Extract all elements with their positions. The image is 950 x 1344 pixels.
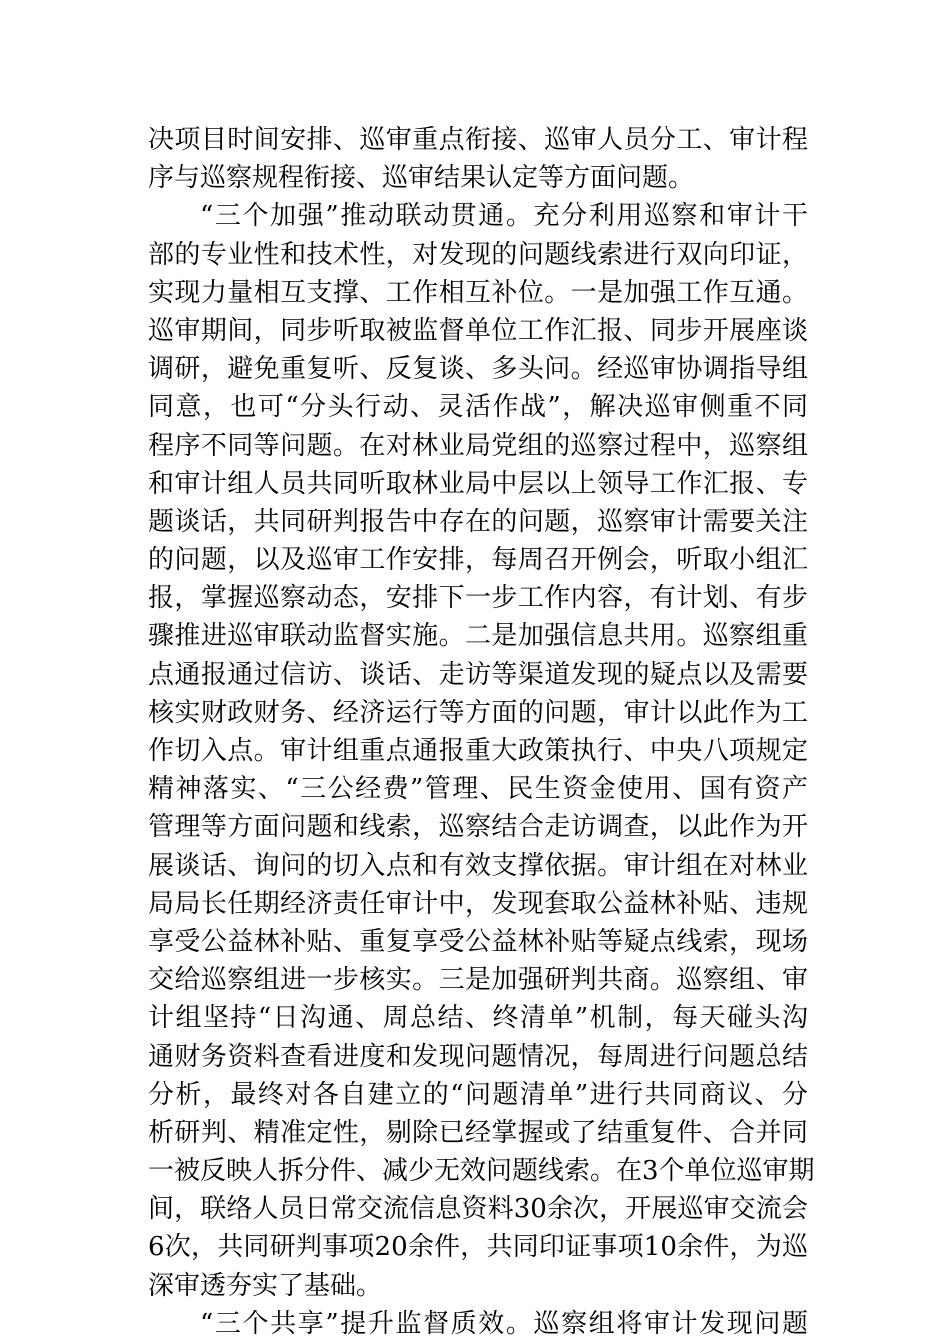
paragraph-start-line: “三个加强”推动联动贯通。充分利用巡察和审计干 [200, 201, 808, 232]
text-line: 和审计组人员共同听取林业局中层以上领导工作汇报、专 [148, 468, 808, 499]
text-line: 一被反映人拆分件、减少无效问题线索。在3个单位巡审期 [148, 1156, 815, 1187]
text-line: 实现力量相互支撑、工作相互补位。一是加强工作互通。 [148, 277, 808, 308]
text-line: 的问题，以及巡审工作安排，每周召开例会，听取小组汇 [148, 545, 808, 576]
text-line: 核实财政财务、经济运行等方面的问题，审计以此作为工 [148, 697, 808, 728]
text-line: 作切入点。审计组重点通报重大政策执行、中央八项规定 [148, 736, 808, 766]
text-line: 点通报通过信访、谈话、走访等渠道发现的疑点以及需要 [148, 659, 808, 690]
text-line: 报，掌握巡察动态，安排下一步工作内容，有计划、有步 [148, 583, 808, 614]
text-line: 精神落实、“三公经费”管理、民生资金使用、国有资产 [148, 774, 808, 805]
text-line: 6次，共同研判事项20余件，共同印证事项10余件，为巡 [148, 1232, 808, 1263]
text-line: 程序不同等问题。在对林业局党组的巡察过程中，巡察组 [148, 430, 808, 461]
text-line: 管理等方面问题和线索，巡察结合走访调查，以此作为开 [148, 812, 808, 843]
text-line: 计组坚持“日沟通、周总结、终清单”机制，每天碰头沟 [148, 1003, 808, 1034]
text-line: 间，联络人员日常交流信息资料30余次，开展巡审交流会 [148, 1194, 808, 1225]
body-text [148, 121, 815, 1343]
text-line: 调研，避免重复听、反复谈、多头问。经巡审协调指导组 [148, 354, 808, 385]
paragraph-start-line: “三个共享”提升监督质效。巡察组将审计发现问题 [200, 1308, 808, 1339]
text-line: 部的专业性和技术性，对发现的问题线索进行双向印证， [148, 239, 808, 270]
text-line: 交给巡察组进一步核实。三是加强研判共商。巡察组、审 [148, 965, 808, 996]
text-line: 通财务资料查看进度和发现问题情况，每周进行问题总结 [148, 1041, 808, 1072]
text-line: 局局长任期经济责任审计中，发现套取公益林补贴、违规 [148, 888, 808, 919]
text-line: 骤推进巡审联动监督实施。二是加强信息共用。巡察组重 [148, 621, 808, 652]
text-line: 深审透夯实了基础。 [148, 1270, 383, 1301]
text-line: 展谈话、询问的切入点和有效支撑依据。审计组在对林业 [148, 850, 808, 881]
text-line: 序与巡察规程衔接、巡审结果认定等方面问题。 [148, 163, 695, 194]
text-line: 分析，最终对各自建立的“问题清单”进行共同商议、分 [148, 1079, 808, 1110]
text-line: 巡审期间，同步听取被监督单位工作汇报、同步开展座谈 [148, 315, 808, 346]
text-line: 析研判、精准定性，剔除已经掌握或了结重复件、合并同 [148, 1117, 808, 1148]
text-line: 决项目时间安排、巡审重点衔接、巡审人员分工、审计程 [148, 125, 808, 155]
text-line: 享受公益林补贴、重复享受公益林补贴等疑点线索，现场 [148, 926, 808, 957]
text-line: 同意，也可“分头行动、灵活作战”，解决巡审侧重不同 [148, 392, 808, 423]
text-line: 题谈话，共同研判报告中存在的问题，巡察审计需要关注 [148, 506, 808, 537]
